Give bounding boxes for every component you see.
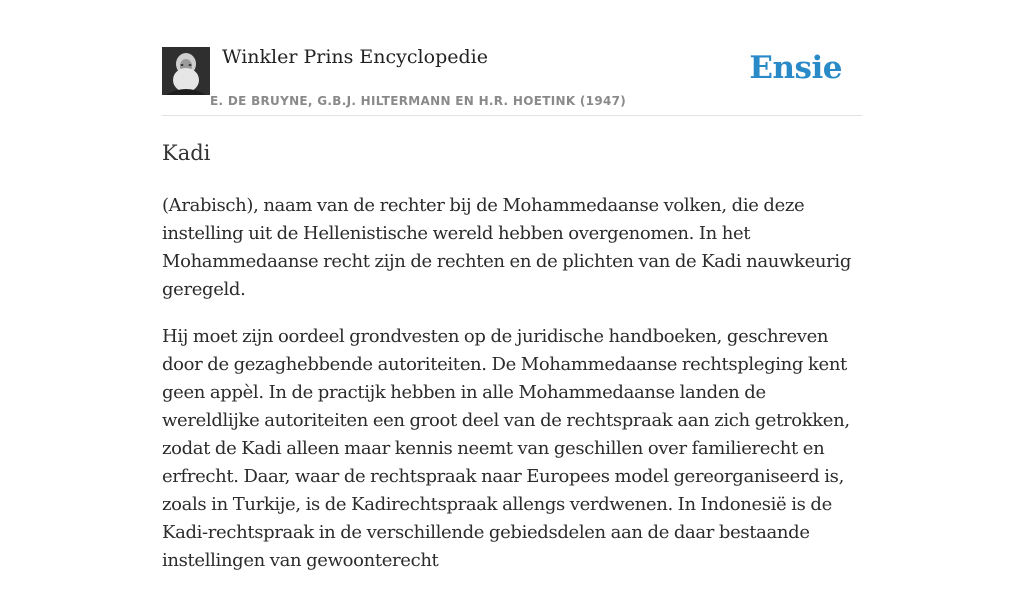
site-name[interactable]: Winkler Prins Encyclopedie [222,46,488,68]
article-paragraph: (Arabisch), naam van de rechter bij de Mohammedaanse volken, die deze instelling uit de Hellenistische wereld hebben overgenomen. In het Mohammedaanse recht zijn de rechten en de plichten van de Kadi nauwkeurig geregeld. [162,195,851,300]
article-paragraph: Hij moet zijn oordeel grondvesten op de juridische handboeken, geschreven door de gezaghebbende autoriteiten. De Mohammedaanse rechtspleging kent geen appèl. In de practijk hebben in alle Mohammedaanse landen de wereldlijke autoriteiten een groot deel van de rechtspraak aan zich getrokken, zodat de Kadi alleen maar kennis neemt van geschillen over familierecht en erfrecht. Daar, waar de rechtspraak naar Europees model gereorganiseerd is, zoals in Turkije, is de Kadirechtspraak allengs verdwenen. In Indonesië is de Kadi-rechtspraak in de verschillende gebiedsdelen aan de daar bestaande instellingen van gewoonterecht [162,326,850,571]
author-portrait-icon [162,47,210,95]
brand-logo[interactable]: Ensie [749,50,842,86]
article-title: Kadi [162,141,211,165]
site-header [162,0,862,116]
page [162,0,862,571]
article-body [162,192,862,594]
authors-credit: E. DE BRUYNE, G.B.J. HILTERMANN EN H.R. HOETINK (1947) [210,94,627,108]
